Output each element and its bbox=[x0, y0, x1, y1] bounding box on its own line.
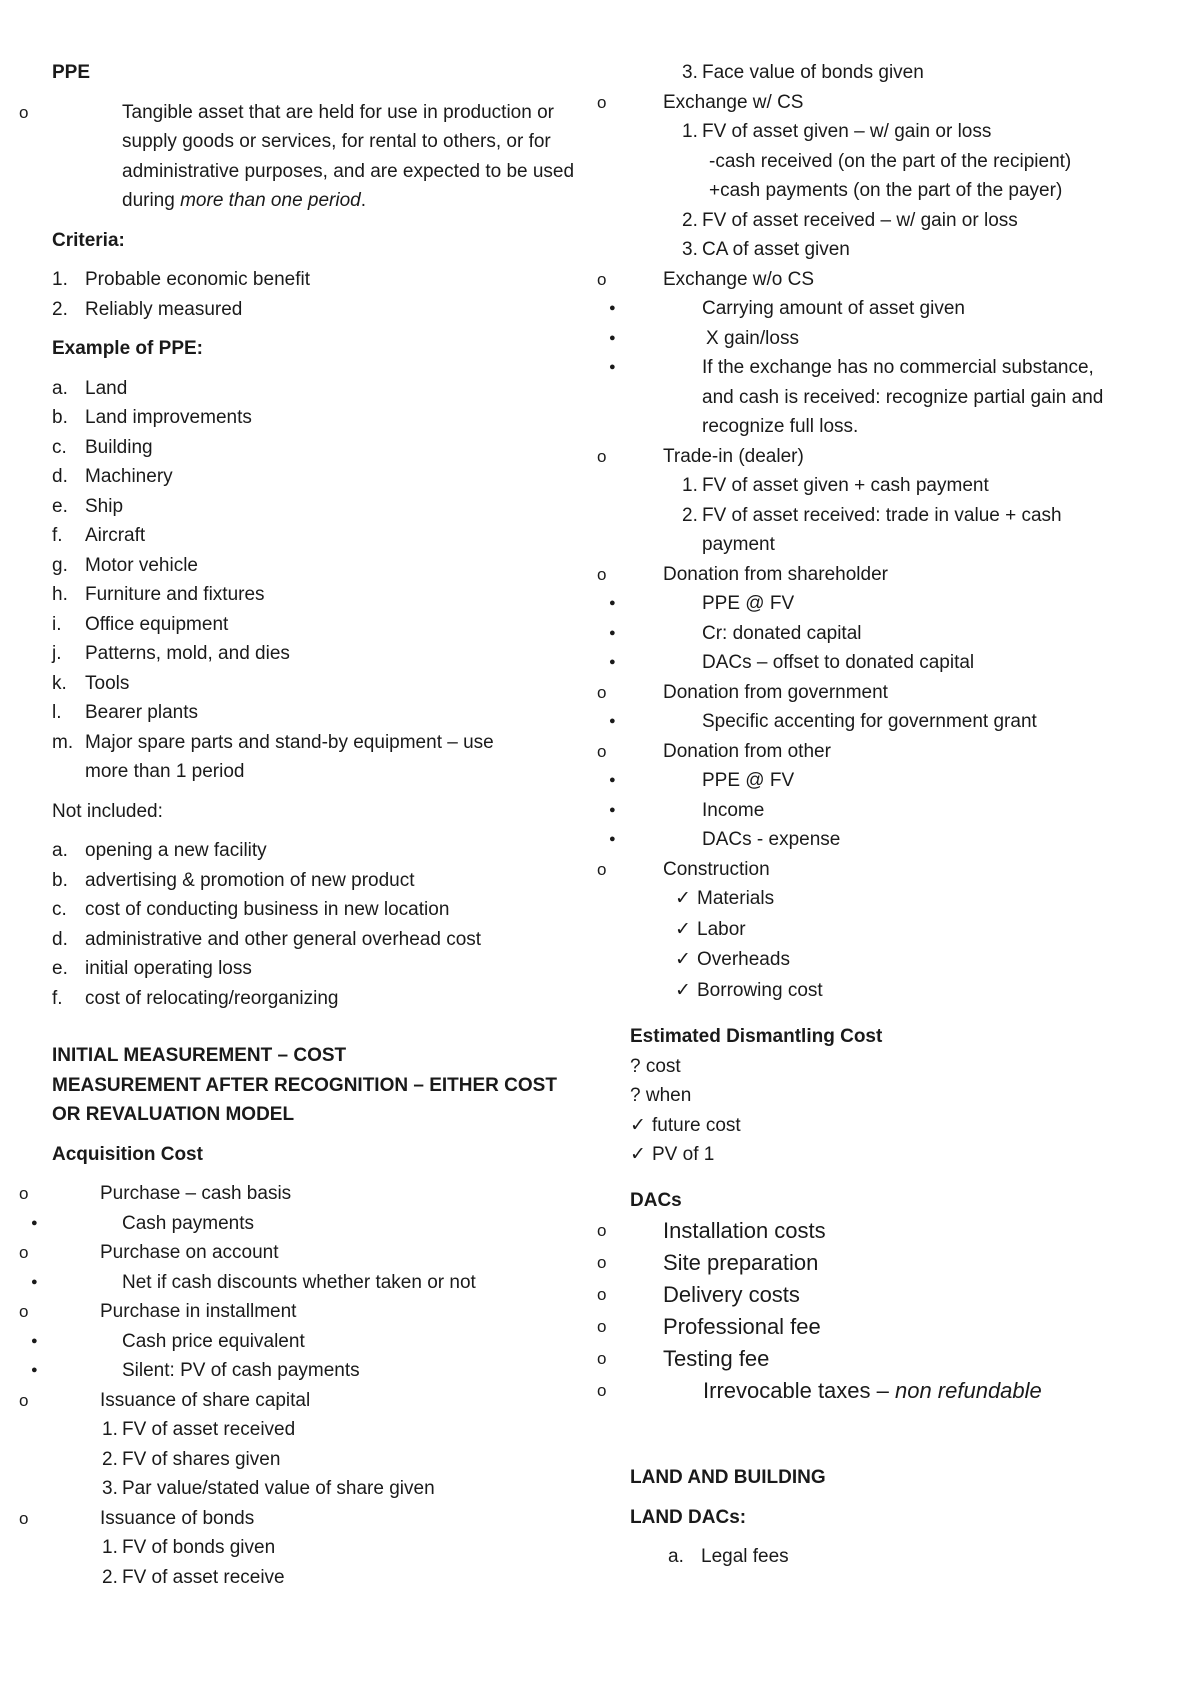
list-letter: i. bbox=[52, 613, 62, 635]
dismantling-question: ? cost bbox=[630, 1055, 681, 1077]
subitem-text: PPE @ FV bbox=[702, 770, 795, 791]
donation-government-item: o Donation from government bbox=[630, 678, 1175, 708]
list-letter: a. bbox=[52, 377, 68, 399]
definition-text: during bbox=[122, 190, 181, 211]
exchange-cs-item: o Exchange w/ CS bbox=[630, 88, 1175, 118]
item-text: Land bbox=[85, 377, 128, 399]
subitem-text: FV of bonds given bbox=[122, 1537, 276, 1558]
check-icon: ✓ bbox=[630, 1114, 646, 1136]
ppe-definition-line: o Tangible asset that are held for use in production or bbox=[52, 98, 612, 128]
list-letter: j. bbox=[52, 643, 62, 664]
list-letter: m. bbox=[52, 731, 74, 753]
example-item bbox=[52, 610, 612, 640]
acq-item: o Issuance of share capital bbox=[52, 1386, 612, 1416]
left-column bbox=[52, 58, 612, 1592]
not-included-item bbox=[52, 895, 612, 925]
exchange-cs-note: -cash received (on the part of the recipient) bbox=[709, 150, 1072, 172]
acq-item: o Purchase on account bbox=[52, 1238, 612, 1268]
list-number: 3. bbox=[682, 239, 698, 260]
dacs-subitem bbox=[630, 1375, 1175, 1407]
subitem-text: FV of asset given + cash payment bbox=[702, 475, 989, 496]
check-text: Overheads bbox=[697, 949, 790, 970]
item-text: Patterns, mold, and dies bbox=[85, 643, 290, 664]
item-text: Building bbox=[85, 436, 153, 458]
item-text: opening a new facility bbox=[85, 840, 267, 861]
item-text: Aircraft bbox=[85, 525, 146, 546]
example-item bbox=[52, 492, 612, 522]
list-letter: f. bbox=[52, 525, 63, 546]
list-number: 1. bbox=[682, 475, 698, 496]
subitem-text: DACs - expense bbox=[702, 829, 841, 850]
list-letter: c. bbox=[52, 436, 67, 458]
acquisition-cost-heading: Acquisition Cost bbox=[52, 1143, 203, 1165]
construction-list bbox=[630, 884, 1175, 1006]
dismantling-question: ? when bbox=[630, 1085, 692, 1106]
check-text: Labor bbox=[697, 918, 746, 940]
subitem-text: FV of shares given bbox=[122, 1448, 281, 1470]
example-item bbox=[52, 639, 612, 669]
exchange-cs-subitem bbox=[630, 117, 1175, 147]
donation-subitem bbox=[630, 648, 1175, 678]
example-item bbox=[52, 374, 612, 404]
list-letter: c. bbox=[52, 899, 67, 920]
dismantling-check-item bbox=[630, 1140, 1175, 1170]
exchange-cs-note: +cash payments (on the part of the payer) bbox=[709, 180, 1063, 201]
measurement-heading: INITIAL MEASUREMENT – COST bbox=[52, 1045, 347, 1066]
acq-subitem bbox=[52, 1474, 612, 1504]
acq-subitem bbox=[52, 1533, 612, 1563]
list-letter: a. bbox=[668, 1546, 684, 1567]
dacs-item: o Testing fee bbox=[630, 1343, 1175, 1375]
criteria-item bbox=[52, 265, 612, 295]
subitem-text: Irrevocable taxes – bbox=[703, 1378, 895, 1403]
acq-subitem bbox=[52, 1563, 612, 1593]
item-text: Office equipment bbox=[85, 613, 229, 635]
list-letter: k. bbox=[52, 672, 67, 694]
exchange-nocs-subitem bbox=[630, 353, 1175, 383]
donation-subitem bbox=[630, 707, 1175, 737]
list-number: 1. bbox=[682, 121, 698, 142]
item-text: advertising & promotion of new product bbox=[85, 869, 415, 891]
land-dacs-heading: LAND DACs: bbox=[630, 1506, 747, 1528]
not-included-item bbox=[52, 836, 612, 866]
criteria-item bbox=[52, 295, 612, 325]
item-text: Legal fees bbox=[701, 1546, 789, 1567]
donation-shareholder-item: o Donation from shareholder bbox=[630, 560, 1175, 590]
ppe-definition-line: supply goods or services, for rental to others, or for bbox=[122, 131, 551, 152]
exchange-nocs-subitem-cont: recognize full loss. bbox=[702, 416, 859, 437]
dacs-item: o Installation costs bbox=[630, 1215, 1175, 1247]
ppe-heading: PPE bbox=[52, 62, 91, 83]
item-text: cost of relocating/reorganizing bbox=[85, 987, 339, 1009]
check-icon: ✓ bbox=[675, 918, 691, 940]
acq-subitem bbox=[52, 1327, 612, 1357]
trade-in-item: o Trade-in (dealer) bbox=[630, 442, 1175, 472]
list-number: 2. bbox=[682, 209, 698, 231]
item-text: Motor vehicle bbox=[85, 554, 198, 576]
ppe-definition-line: administrative purposes, and are expected to be used bbox=[122, 160, 575, 182]
example-item bbox=[52, 551, 612, 581]
acq-subitem bbox=[52, 1356, 612, 1386]
donation-other-item: o Donation from other bbox=[630, 737, 1175, 767]
example-item bbox=[52, 728, 612, 758]
construction-item: o Construction bbox=[630, 855, 1175, 885]
definition-emphasis: more than one period bbox=[180, 190, 361, 211]
subitem-text: Par value/stated value of share given bbox=[122, 1478, 435, 1499]
subitem-text: Cr: donated capital bbox=[702, 622, 862, 644]
subitem-text: FV of asset received bbox=[122, 1419, 296, 1440]
not-included-item bbox=[52, 925, 612, 955]
list-number: 2. bbox=[102, 1448, 118, 1470]
subitem-emphasis: non refundable bbox=[894, 1378, 1042, 1403]
item-text: Furniture and fixtures bbox=[85, 584, 265, 605]
acq-item: o Issuance of bonds bbox=[52, 1504, 612, 1534]
donation-subitem bbox=[630, 796, 1175, 826]
item-text: Machinery bbox=[85, 466, 173, 487]
subitem-text: X gain/loss bbox=[706, 327, 799, 349]
item-text: Ship bbox=[85, 495, 124, 517]
dacs-heading: DACs bbox=[630, 1189, 682, 1211]
dismantling-check-item bbox=[630, 1111, 1175, 1141]
item-text: Major spare parts and stand-by equipment – use bbox=[85, 731, 494, 753]
subitem-text: FV of asset received – w/ gain or loss bbox=[702, 209, 1018, 231]
item-text: Tools bbox=[85, 672, 130, 694]
item-text: Bearer plants bbox=[85, 702, 199, 723]
subitem-text: If the exchange has no commercial substance, bbox=[702, 357, 1094, 378]
dacs-list bbox=[630, 1215, 1175, 1375]
subitem-text: CA of asset given bbox=[702, 239, 850, 260]
list-letter: a. bbox=[52, 840, 68, 861]
list-letter: b. bbox=[52, 869, 68, 891]
dacs-item: o Delivery costs bbox=[630, 1279, 1175, 1311]
not-included-item bbox=[52, 984, 612, 1014]
criteria-text: Reliably measured bbox=[85, 298, 243, 320]
check-icon: ✓ bbox=[630, 1144, 646, 1165]
examples-continuation bbox=[52, 757, 612, 787]
dacs-item: o Site preparation bbox=[630, 1247, 1175, 1279]
acq-item: o Purchase – cash basis bbox=[52, 1179, 612, 1209]
measurement-heading: MEASUREMENT AFTER RECOGNITION – EITHER COST bbox=[52, 1074, 557, 1096]
check-icon: ✓ bbox=[675, 888, 691, 909]
exchange-cs-subitem bbox=[630, 206, 1175, 236]
subitem-text: Cash price equivalent bbox=[122, 1330, 305, 1352]
example-text: more than 1 period bbox=[85, 761, 245, 782]
example-item bbox=[52, 698, 612, 728]
item-text: cost of conducting business in new location bbox=[85, 899, 450, 920]
exchange-nocs-subitem bbox=[630, 324, 1175, 354]
subitem-text: Income bbox=[702, 799, 765, 821]
trade-in-subitem bbox=[630, 501, 1175, 531]
construction-check-item bbox=[630, 915, 1175, 946]
exchange-cs-subitem bbox=[630, 235, 1175, 265]
list-number: 2. bbox=[682, 504, 698, 526]
list-number: 2. bbox=[52, 298, 68, 320]
trade-in-subitem bbox=[630, 471, 1175, 501]
acq-subitem bbox=[52, 1445, 612, 1475]
dacs-item: o Professional fee bbox=[630, 1311, 1175, 1343]
dismantling-cost-heading: Estimated Dismantling Cost bbox=[630, 1026, 883, 1047]
list-letter: d. bbox=[52, 466, 68, 487]
example-item bbox=[52, 462, 612, 492]
examples-list bbox=[52, 374, 612, 758]
criteria-heading: Criteria: bbox=[52, 229, 125, 251]
acq-item: o Purchase in installment bbox=[52, 1297, 612, 1327]
subitem-text: FV of asset given – w/ gain or loss bbox=[702, 121, 992, 142]
not-included-item bbox=[52, 866, 612, 896]
check-text: future cost bbox=[652, 1114, 741, 1136]
construction-check-item bbox=[630, 976, 1175, 1007]
subitem-text: Face value of bonds given bbox=[702, 62, 924, 83]
list-letter: e. bbox=[52, 495, 68, 517]
donation-subitem bbox=[630, 589, 1175, 619]
list-letter: f. bbox=[52, 987, 63, 1009]
acq-subitem bbox=[52, 1209, 612, 1239]
check-icon: ✓ bbox=[675, 949, 691, 970]
not-included-item bbox=[52, 954, 612, 984]
item-text: initial operating loss bbox=[85, 958, 252, 979]
subitem-text: DACs – offset to donated capital bbox=[702, 652, 975, 673]
list-number: 3. bbox=[102, 1478, 118, 1499]
list-number: 1. bbox=[52, 269, 68, 290]
measurement-heading: OR REVALUATION MODEL bbox=[52, 1104, 295, 1125]
exchange-nocs-subitem-cont: and cash is received: recognize partial gain and bbox=[702, 386, 1104, 408]
donation-subitem bbox=[630, 619, 1175, 649]
ppe-definition-line bbox=[52, 186, 612, 216]
criteria-text: Probable economic benefit bbox=[85, 269, 310, 290]
list-number: 2. bbox=[102, 1566, 118, 1588]
list-letter: l. bbox=[52, 702, 62, 723]
list-number: 1. bbox=[102, 1537, 118, 1558]
example-item bbox=[52, 580, 612, 610]
exchange-nocs-subitem bbox=[630, 294, 1175, 324]
subitem-text: PPE @ FV bbox=[702, 593, 795, 614]
list-number: 1. bbox=[102, 1419, 118, 1440]
not-included-list bbox=[52, 836, 612, 1013]
item-text: Land improvements bbox=[85, 407, 252, 428]
definition-period: . bbox=[360, 190, 367, 211]
example-item bbox=[52, 669, 612, 699]
exchange-nocs-item: o Exchange w/o CS bbox=[630, 265, 1175, 295]
acq-subitem bbox=[52, 1268, 612, 1298]
examples-heading: Example of PPE: bbox=[52, 338, 203, 359]
donation-subitem bbox=[630, 825, 1175, 855]
list-letter: d. bbox=[52, 928, 68, 950]
subitem-text: Carrying amount of asset given bbox=[702, 298, 965, 319]
check-icon: ✓ bbox=[675, 979, 691, 1001]
trade-in-subitem-cont: payment bbox=[702, 534, 775, 555]
example-item bbox=[52, 521, 612, 551]
list-letter: h. bbox=[52, 584, 68, 605]
subitem-text: Silent: PV of cash payments bbox=[122, 1360, 360, 1381]
list-letter: b. bbox=[52, 407, 68, 428]
check-text: Borrowing cost bbox=[697, 979, 823, 1001]
check-text: Materials bbox=[697, 888, 775, 909]
land-dacs-item bbox=[630, 1542, 1175, 1572]
list-number: 3. bbox=[682, 62, 698, 83]
check-text: PV of 1 bbox=[652, 1144, 715, 1165]
bonds-subitem bbox=[630, 58, 1175, 88]
subitem-text: Specific accenting for government grant bbox=[702, 711, 1037, 732]
example-item bbox=[52, 433, 612, 463]
construction-check-item bbox=[630, 945, 1175, 976]
acq-subitem bbox=[52, 1415, 612, 1445]
right-column bbox=[630, 58, 1175, 1572]
subitem-text: Cash payments bbox=[122, 1212, 255, 1234]
subitem-text: Net if cash discounts whether taken or not bbox=[122, 1271, 476, 1293]
construction-check-item bbox=[630, 884, 1175, 915]
example-item bbox=[52, 403, 612, 433]
list-letter: g. bbox=[52, 554, 68, 576]
subitem-text: FV of asset receive bbox=[122, 1566, 285, 1588]
not-included-heading: Not included: bbox=[52, 800, 163, 822]
item-text: administrative and other general overhead cost bbox=[85, 928, 482, 950]
subitem-text: FV of asset received: trade in value + cash bbox=[702, 504, 1062, 526]
list-letter: e. bbox=[52, 958, 68, 979]
land-building-heading: LAND AND BUILDING bbox=[630, 1467, 826, 1488]
donation-subitem bbox=[630, 766, 1175, 796]
